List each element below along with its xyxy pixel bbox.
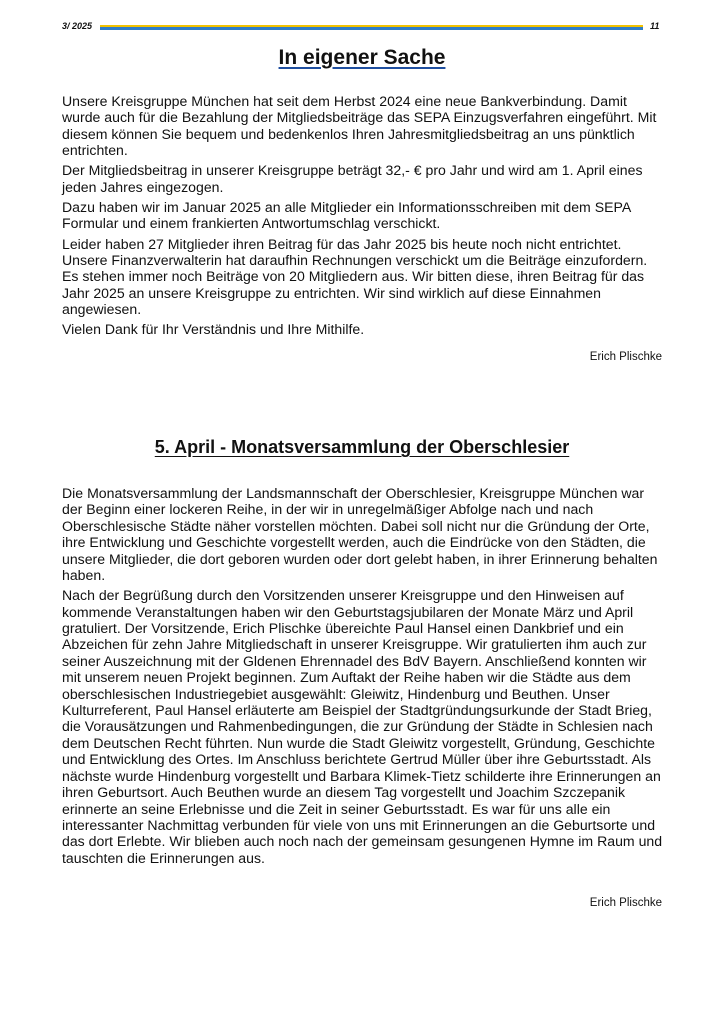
article1-paragraph: Vielen Dank für Ihr Verständnis und Ihre Mithilfe. [62,321,365,338]
issue-number: 3/ 2025 [62,21,93,31]
article1-signature: Erich Plischke [589,351,662,363]
header-color-bar [100,25,643,30]
article2-paragraph: Nach der Begrüßung durch den Vorsitzenden unserer Kreisgruppe und den Hinweisen auf kommende Veranstaltungen haben wir den Geburtstagsjubilaren der Monate März und April gratuliert. Der Vorsitzende, Erich Plischke übereichte Paul Hansel einen Dankbrief und ein Abzeichen für zehn Jahre Mitgliedschaft in unserer Kreisgruppe. Wir gratulierten ihm auch zur seiner Auszeichnung mit der Gldenen Ehrennadel des BdV Bayern. Anschließend konnten wir mit unserem neuen Projekt beginnen. Zum Auftakt der Reihe haben wir die Städte aus dem oberschlesischen Industriegebiet ausgewählt: Gleiwitz, Hindenburg und Beuthen. Unser Kulturreferent, Paul Hansel erläuterte am Beispiel der Stadtgründungsurkunde der Stadt Brieg, die Vorausätzungen und Rahmenbedingungen, die zur Gründung der Städte in Schlesien nach dem Deutschen Recht führten. Nun wurde die Stadt Gleiwitz vorgestellt, Gründung, Geschichte und Entwicklung des Ortes. Im Anschluss berichtete Gertrud Müller über ihre Geburtsstadt. Als nächste wurde Hindenburg vorgestellt und Barbara Klimek-Tietz schilderte ihre Erinnerungen an ihren Geburtsort. Auch Beuthen wurde an diesem Tag vorgestellt und Joachim Szczepanik erinnerte an seine Erlebnisse und die Zeit in seiner Geburtsstadt. Es war für uns alle ein interessanter Nachmittag verbunden für viele von uns mit Erinnerungen an die Geburtsorte und das dort Erlebte. Wir blieben auch noch nach der gemeinsam gesungenen Hymne im Raum und tauschten die Erinnerungen aus. [62,587,663,866]
header-bar-blue-stripe [100,27,643,30]
article1-title: In eigener Sache [278,46,446,69]
article2-signature: Erich Plischke [589,897,662,909]
page-number: 11 [650,21,660,31]
article1-paragraph: Der Mitgliedsbeitrag in unserer Kreisgruppe beträgt 32,- € pro Jahr und wird am 1. April eines jeden Jahres eingezogen. [62,162,643,195]
article1-paragraph: Unsere Kreisgruppe München hat seit dem Herbst 2024 eine neue Bankverbindung. Damit wurde auch für die Bezahlung der Mitgliedsbeiträge das SEPA Einzugsverfahren eingeführt. Mit diesem können Sie bequem und bedenkenlos Ihren Jahresmitgliedsbeitrag an uns pünktlich entrichten. [62,93,657,159]
article2-body [62,485,665,870]
article1-body [62,93,665,342]
article2-paragraph: Die Monatsversammlung der Landsmannschaft der Oberschlesier, Kreisgruppe München war der Beginn einer lockeren Reihe, in der wir in unregelmäßiger Abfolge nach und nach Oberschlesische Städte näher vorstellen möchten. Dabei soll nicht nur die Gründung der Orte, ihre Entwicklung und Geschichte vorgestellt werden, auch die Eindrücke von den Städten, die unsere Mitglieder, die dort geboren wurden oder dort gelebt haben, in ihrer Erinnerung behalten haben. [62,485,658,584]
article1-paragraph: Leider haben 27 Mitglieder ihren Beitrag für das Jahr 2025 bis heute noch nicht entrichtet. Unsere Finanzverwalterin hat daraufhin Rechnungen verschickt um die Beiträge einzufordern. Es stehen immer noch Beiträge von 20 Mitgliedern aus. Wir bitten diese, ihren Beitrag für das Jahr 2025 an unsere Kreisgruppe zu entrichten. Wir sind wirklich auf diese Einnahmen angewiesen. [62,235,648,318]
article1-paragraph: Dazu haben wir im Januar 2025 an alle Mitglieder ein Informationsschreiben mit dem SEPA Formular und einem frankierten Antwortumschlag verschickt. [62,199,631,232]
article2-title: 5. April - Monatsversammlung der Oberschlesier [154,437,570,457]
